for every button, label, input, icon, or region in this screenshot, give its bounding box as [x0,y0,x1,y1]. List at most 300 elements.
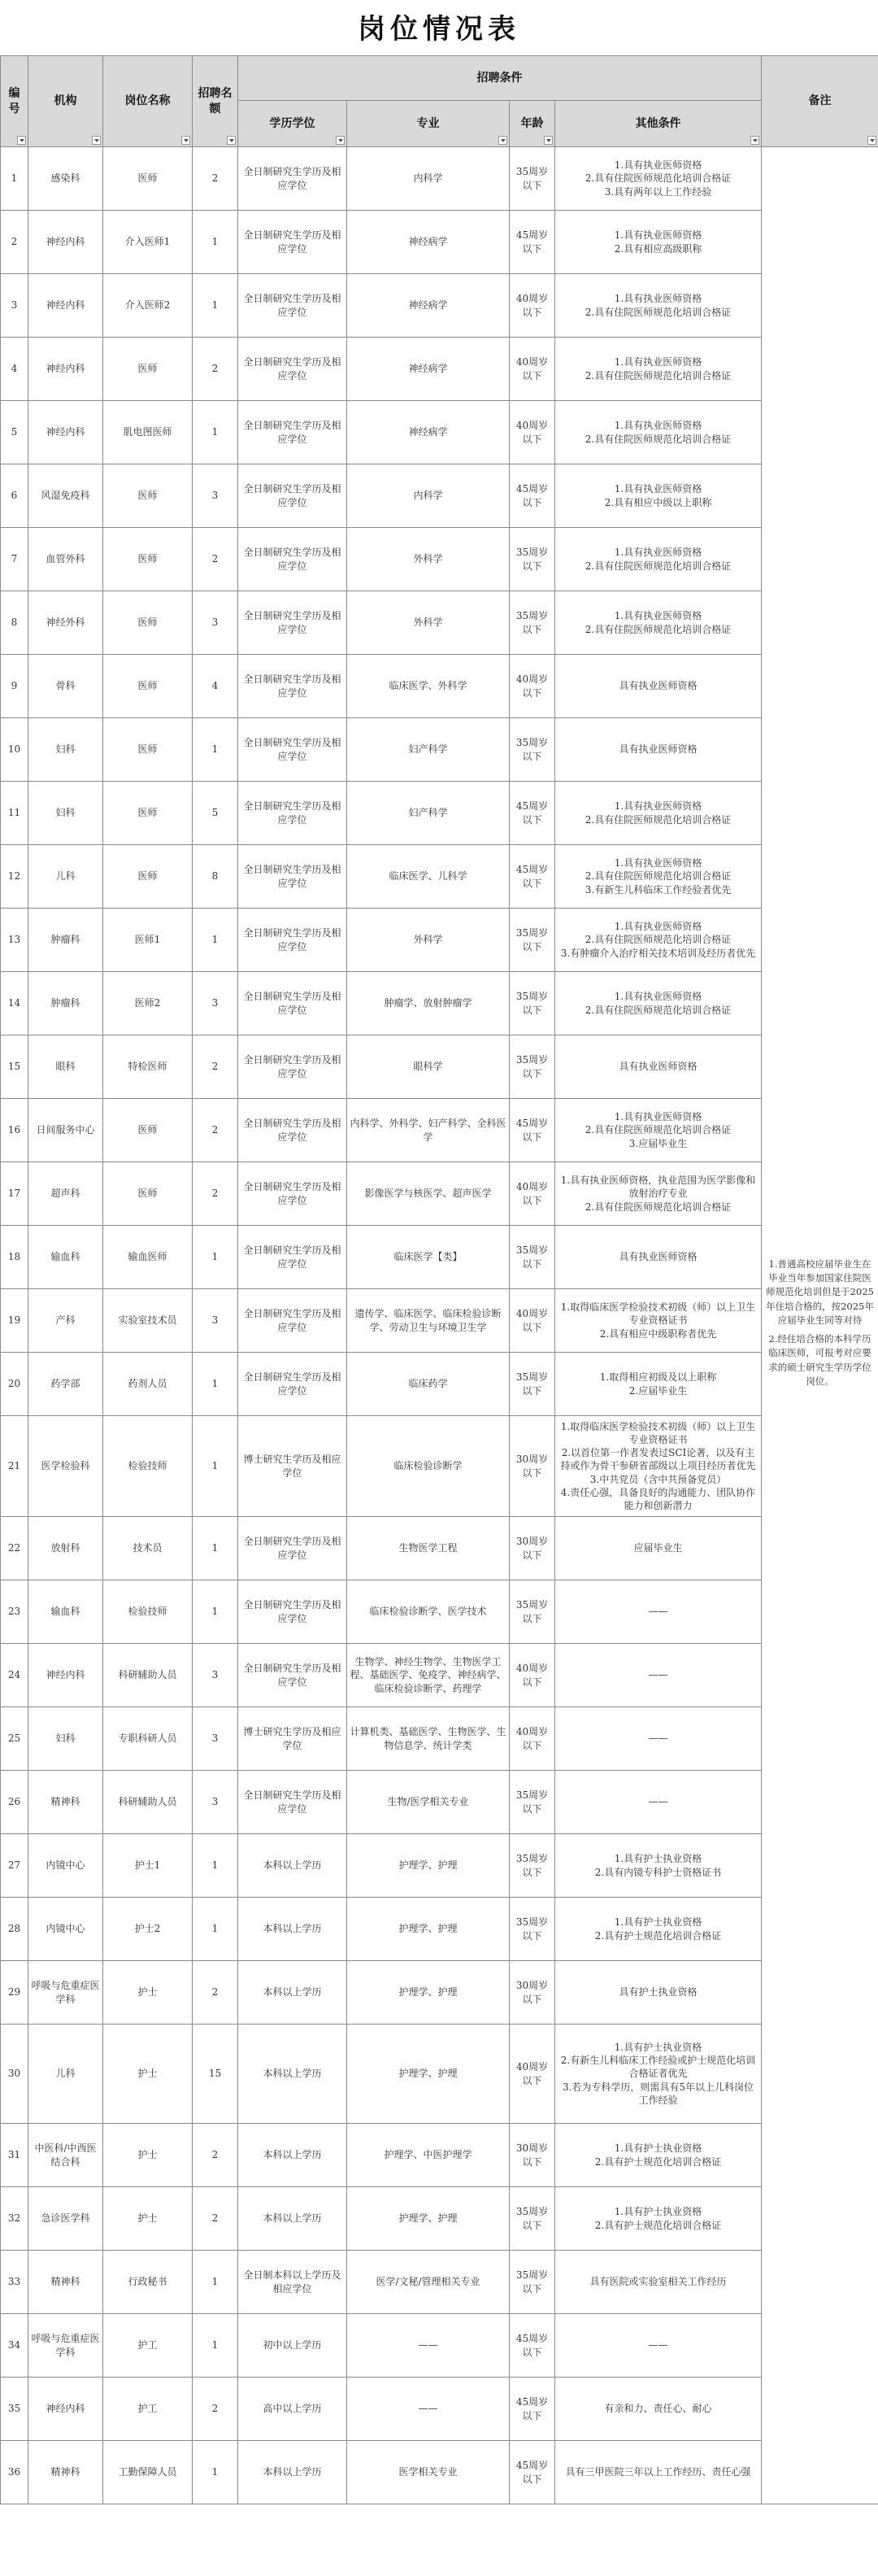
cell-edu: 全日制研究生学历及相应学位 [238,1099,347,1162]
condition-line: 1.取得临床医学检验技术初级（师）以上卫生专业资格证书 [560,1301,756,1327]
cell-no: 18 [1,1226,28,1289]
cell-other [555,2441,762,2504]
cell-post: 护士 [103,2025,193,2124]
cell-no: 23 [1,1580,28,1644]
cell-other [555,2124,762,2187]
cell-edu: 全日制研究生学历及相应学位 [238,1580,347,1644]
cell-major: 护理学、中医护理学 [347,2124,510,2187]
table-row [1,147,878,211]
condition-line: 1.具有护士执业资格 [614,1853,702,1865]
cell-count: 1 [193,1834,238,1898]
condition-line: 2.具有住院医师规范化培训合格证 [585,870,732,883]
cell-age: 45周岁以下 [510,1099,555,1162]
cell-count: 3 [193,1707,238,1771]
cell-other [555,1416,762,1517]
cell-dept: 神经内科 [28,274,103,338]
filter-dropdown-icon[interactable] [92,136,101,145]
cell-count: 1 [193,718,238,782]
cell-no: 1 [1,147,28,211]
cell-count: 3 [193,1644,238,1707]
cell-age: 30周岁以下 [510,1517,555,1580]
filter-dropdown-icon[interactable] [498,136,507,145]
cell-other [555,274,762,338]
filter-dropdown-icon[interactable] [867,136,876,145]
cell-other [555,2251,762,2314]
cell-other [555,1771,762,1834]
cell-edu: 博士研究生学历及相应学位 [238,1707,347,1771]
cell-count: 1 [193,2441,238,2504]
cell-age: 30周岁以下 [510,1416,555,1517]
cell-count: 1 [193,2314,238,2378]
cell-major: 临床检验诊断学、医学技术 [347,1580,510,1644]
cell-dept: 风湿免疫科 [28,464,103,528]
condition-line: 3.有新生儿科临床工作经验者优先 [585,883,732,896]
cell-other [555,528,762,591]
cell-count: 2 [193,2187,238,2251]
cell-age: 40周岁以下 [510,655,555,718]
cell-age: 45周岁以下 [510,211,555,274]
table-body [1,147,878,2504]
condition-line: 具有执业医师资格 [619,1251,698,1263]
cell-count: 3 [193,1289,238,1353]
cell-dept: 医学检验科 [28,1416,103,1517]
condition-line: 具有执业医师资格 [619,680,698,692]
cell-count: 8 [193,845,238,909]
cell-age: 40周岁以下 [510,1289,555,1353]
cell-post: 护士 [103,1961,193,2025]
cell-edu: 全日制研究生学历及相应学位 [238,147,347,211]
cell-other [555,591,762,655]
cell-no: 22 [1,1517,28,1580]
cell-post: 护工 [103,2314,193,2378]
header-count: 招聘名额 [193,56,238,147]
cell-no: 21 [1,1416,28,1517]
condition-line: 具有医院或实验室相关工作经历 [589,2276,727,2288]
condition-line: 2.具有住院医师规范化培训合格证 [585,813,732,826]
cell-age: 30周岁以下 [510,2124,555,2187]
condition-line: 2.具有住院医师规范化培训合格证 [585,172,732,185]
cell-post: 科研辅助人员 [103,1771,193,1834]
cell-other [555,655,762,718]
cell-dept: 内镜中心 [28,1834,103,1898]
cell-post: 医师 [103,718,193,782]
cell-no: 25 [1,1707,28,1771]
cell-age: 40周岁以下 [510,401,555,464]
cell-post: 护工 [103,2378,193,2441]
condition-line: 2.应届毕业生 [628,1384,688,1397]
cell-edu: 全日制研究生学历及相应学位 [238,718,347,782]
cell-dept: 输血科 [28,1226,103,1289]
cell-other [555,845,762,909]
cell-age: 35周岁以下 [510,1226,555,1289]
condition-line: 具有护士执业资格 [619,1986,698,1998]
cell-major: 眼科学 [347,1035,510,1099]
cell-no: 13 [1,909,28,972]
cell-no: 31 [1,2124,28,2187]
cell-major: 临床医学、外科学 [347,655,510,718]
condition-line: 具有三甲医院三年以上工作经历、责任心强 [565,2466,751,2478]
condition-line: 3.有肿瘤介入治疗相关技术培训及经历者优先 [560,947,756,959]
cell-other [555,1644,762,1707]
condition-line: 2.具有相应中级以上职称 [604,496,712,508]
cell-edu: 本科以上学历 [238,2025,347,2124]
cell-post: 医师 [103,147,193,211]
cell-edu: 全日制研究生学历及相应学位 [238,1162,347,1226]
cell-other [555,972,762,1035]
table-row [1,972,878,1035]
table-row [1,1517,878,1580]
cell-no: 28 [1,1898,28,1961]
condition-line: 1.具有护士执业资格 [614,2206,702,2218]
table-row [1,1834,878,1898]
cell-no: 15 [1,1035,28,1099]
cell-dept: 神经内科 [28,2378,103,2441]
cell-count: 1 [193,909,238,972]
table-row [1,909,878,972]
header-dept: 机构 [28,56,103,147]
filter-dropdown-icon[interactable] [181,136,190,145]
cell-major: 护理学、护理 [347,1834,510,1898]
cell-post: 护士2 [103,1898,193,1961]
cell-post: 检验技师 [103,1580,193,1644]
table-row [1,1898,878,1961]
table-row [1,211,878,274]
cell-count: 2 [193,1035,238,1099]
cell-post: 检验技师 [103,1416,193,1517]
cell-no: 4 [1,338,28,401]
table-row [1,1099,878,1162]
cell-dept: 中医科/中西医结合科 [28,2124,103,2187]
condition-line: 1.具有执业医师资格，执业范围为医学影像和放射治疗专业 [560,1175,756,1200]
condition-line: 1.取得相应初级及以上职称 [599,1371,717,1384]
table-row [1,528,878,591]
cell-dept: 儿科 [28,845,103,909]
cell-no: 20 [1,1353,28,1416]
header-major: 专业 [347,101,510,147]
cell-dept: 产科 [28,1289,103,1353]
cell-other [555,464,762,528]
condition-line: 4.责任心强，具备良好的沟通能力、团队协作能力和创新潜力 [560,1486,756,1511]
cell-other [555,1580,762,1644]
cell-dept: 神经内科 [28,211,103,274]
cell-post: 医师 [103,782,193,845]
cell-post: 医师1 [103,909,193,972]
cell-count: 2 [193,147,238,211]
cell-other [555,1898,762,1961]
condition-line: 1.具有护士执业资格 [614,2042,702,2054]
cell-age: 35周岁以下 [510,1580,555,1644]
cell-no: 5 [1,401,28,464]
condition-line: 1.具有护士执业资格 [614,2142,702,2155]
cell-dept: 精神科 [28,2251,103,2314]
condition-line: 2.具有护士规范化培训合格证 [594,2155,722,2168]
cell-edu: 全日制研究生学历及相应学位 [238,528,347,591]
cell-post: 医师 [103,528,193,591]
filter-dropdown-icon[interactable] [227,136,236,145]
cell-age: 35周岁以下 [510,2251,555,2314]
cell-no: 3 [1,274,28,338]
cell-dept: 妇科 [28,718,103,782]
cell-post: 工勤保障人员 [103,2441,193,2504]
condition-line: 1.具有执业医师资格 [614,159,702,172]
cell-no: 29 [1,1961,28,2025]
cell-dept: 精神科 [28,2441,103,2504]
cell-major: 内科学 [347,464,510,528]
cell-edu: 全日制研究生学历及相应学位 [238,845,347,909]
cell-dept: 神经内科 [28,338,103,401]
cell-post: 医师 [103,464,193,528]
cell-post: 医师 [103,1162,193,1226]
cell-major: 影像医学与核医学、超声医学 [347,1162,510,1226]
cell-count: 2 [193,2124,238,2187]
condition-line: 2.具有住院医师规范化培训合格证 [585,934,732,946]
cell-other [555,1289,762,1353]
condition-line: 2.有新生儿科临床工作经验或护士规范化培训合格证者优先 [560,2055,756,2080]
cell-no: 12 [1,845,28,909]
condition-line: —— [648,1733,668,1745]
cell-major: 生物医学工程 [347,1517,510,1580]
cell-major: 神经病学 [347,401,510,464]
cell-count: 1 [193,1898,238,1961]
condition-line: 2.具有相应高级职称 [614,242,702,255]
cell-other [555,1035,762,1099]
cell-count: 2 [193,338,238,401]
condition-line: 1.具有执业医师资格 [614,991,702,1003]
cell-age: 35周岁以下 [510,1898,555,1961]
cell-no: 6 [1,464,28,528]
filter-dropdown-icon[interactable] [750,136,759,145]
cell-edu: 本科以上学历 [238,2187,347,2251]
condition-line: 1.具有执业医师资格 [614,293,702,305]
table-row [1,1162,878,1226]
cell-age: 45周岁以下 [510,845,555,909]
cell-no: 33 [1,2251,28,2314]
cell-count: 3 [193,972,238,1035]
positions-table [0,55,878,2504]
cell-no: 16 [1,1099,28,1162]
condition-line: 1.具有执业医师资格 [614,547,702,559]
cell-other [555,718,762,782]
cell-major: 内科学、外科学、妇产科学、全科医学 [347,1099,510,1162]
cell-post: 特检医师 [103,1035,193,1099]
cell-edu: 全日制研究生学历及相应学位 [238,909,347,972]
cell-post: 护士1 [103,1834,193,1898]
cell-edu: 全日制研究生学历及相应学位 [238,1289,347,1353]
cell-remark [762,147,878,2504]
table-row [1,1580,878,1644]
table-row [1,1289,878,1353]
cell-no: 10 [1,718,28,782]
condition-line: 1.具有执业医师资格 [614,483,702,495]
condition-line: 2.具有相应中级职称者优先 [599,1327,717,1340]
cell-age: 40周岁以下 [510,274,555,338]
cell-age: 35周岁以下 [510,1353,555,1416]
cell-major: 生物/医学相关专业 [347,1771,510,1834]
table-row [1,2378,878,2441]
cell-major: 神经病学 [347,211,510,274]
cell-age: 35周岁以下 [510,1771,555,1834]
filter-dropdown-icon[interactable] [544,136,553,145]
condition-line: 2.具有内镜专科护士资格证书 [594,1866,722,1878]
cell-no: 9 [1,655,28,718]
cell-post: 医师 [103,591,193,655]
cell-edu: 全日制研究生学历及相应学位 [238,1353,347,1416]
cell-dept: 神经外科 [28,591,103,655]
table-row [1,845,878,909]
cell-no: 11 [1,782,28,845]
condition-line: 有亲和力、责任心、耐心 [604,2403,712,2415]
cell-dept: 精神科 [28,1771,103,1834]
condition-line: —— [648,1606,668,1618]
cell-edu: 全日制研究生学历及相应学位 [238,655,347,718]
cell-major: 神经病学 [347,274,510,338]
table-row [1,464,878,528]
cell-age: 35周岁以下 [510,147,555,211]
table-row [1,1226,878,1289]
cell-dept: 日间服务中心 [28,1099,103,1162]
cell-major: 肿瘤学、放射肿瘤学 [347,972,510,1035]
cell-major: 生物学、神经生物学、生物医学工程、基础医学、免疫学、神经病学、临床检验诊断学、药理学 [347,1644,510,1707]
condition-line: 2.具有护士规范化培训合格证 [594,1929,722,1942]
cell-no: 36 [1,2441,28,2504]
cell-edu: 初中以上学历 [238,2314,347,2378]
condition-line: 应届毕业生 [633,1542,683,1554]
table-row [1,2187,878,2251]
cell-no: 26 [1,1771,28,1834]
header-remark: 备注 [762,56,878,147]
table-row [1,782,878,845]
cell-major: 临床医学、儿科学 [347,845,510,909]
cell-major: 内科学 [347,147,510,211]
condition-line: 3.应届毕业生 [628,1137,688,1149]
cell-post: 医师 [103,1099,193,1162]
cell-count: 2 [193,2378,238,2441]
cell-age: 40周岁以下 [510,1644,555,1707]
remark-line: 2.经住培合格的本科学历临床医师，可报考对应要求的硕士研究生学历学位岗位。 [768,1333,871,1387]
header-post: 岗位名称 [103,56,193,147]
cell-post: 科研辅助人员 [103,1644,193,1707]
cell-no: 30 [1,2025,28,2124]
cell-no: 32 [1,2187,28,2251]
cell-dept: 肿瘤科 [28,909,103,972]
table-row [1,1353,878,1416]
cell-age: 35周岁以下 [510,909,555,972]
cell-age: 45周岁以下 [510,2441,555,2504]
cell-dept: 眼科 [28,1035,103,1099]
cell-count: 1 [193,1353,238,1416]
cell-post: 医师 [103,338,193,401]
condition-line: 1.具有执业医师资格 [614,610,702,622]
cell-no: 7 [1,528,28,591]
cell-major: 护理学、护理 [347,1961,510,2025]
cell-major: 外科学 [347,591,510,655]
cell-post: 专职科研人员 [103,1707,193,1771]
cell-dept: 急诊医学科 [28,2187,103,2251]
cell-age: 40周岁以下 [510,1707,555,1771]
cell-age: 35周岁以下 [510,1834,555,1898]
cell-edu: 全日制研究生学历及相应学位 [238,591,347,655]
cell-age: 45周岁以下 [510,782,555,845]
cell-major: 护理学、护理 [347,1898,510,1961]
cell-major: 护理学、护理 [347,2025,510,2124]
cell-post: 介入医师1 [103,211,193,274]
cell-edu: 本科以上学历 [238,1834,347,1898]
cell-major: —— [347,2378,510,2441]
cell-dept: 骨科 [28,655,103,718]
condition-line: 2.具有住院医师规范化培训合格证 [585,560,732,572]
cell-edu: 本科以上学历 [238,2124,347,2187]
cell-edu: 全日制研究生学历及相应学位 [238,274,347,338]
cell-other [555,211,762,274]
condition-line: 1.具有执业医师资格 [614,857,702,870]
cell-count: 1 [193,1226,238,1289]
cell-count: 3 [193,1771,238,1834]
cell-other [555,2187,762,2251]
cell-edu: 全日制研究生学历及相应学位 [238,1517,347,1580]
cell-count: 2 [193,1961,238,2025]
cell-age: 40周岁以下 [510,2025,555,2124]
cell-post: 医师 [103,845,193,909]
cell-dept: 肿瘤科 [28,972,103,1035]
cell-dept: 呼吸与危重症医学科 [28,2314,103,2378]
cell-age: 30周岁以下 [510,1961,555,2025]
condition-line: —— [648,1796,668,1808]
cell-count: 2 [193,1162,238,1226]
cell-edu: 全日制研究生学历及相应学位 [238,338,347,401]
cell-count: 1 [193,274,238,338]
cell-dept: 血管外科 [28,528,103,591]
cell-other [555,1834,762,1898]
cell-dept: 内镜中心 [28,1898,103,1961]
cell-edu: 全日制研究生学历及相应学位 [238,972,347,1035]
condition-line: —— [648,1669,668,1681]
cell-post: 医师2 [103,972,193,1035]
cell-post: 医师 [103,655,193,718]
condition-line: 2.具有住院医师规范化培训合格证 [585,1004,732,1016]
cell-edu: 全日制研究生学历及相应学位 [238,1771,347,1834]
cell-no: 35 [1,2378,28,2441]
cell-edu: 全日制研究生学历及相应学位 [238,1035,347,1099]
cell-dept: 放射科 [28,1517,103,1580]
condition-line: 2.具有住院医师规范化培训合格证 [585,433,732,445]
cell-count: 1 [193,1416,238,1517]
condition-line: 2.具有护士规范化培训合格证 [594,2219,722,2231]
cell-other [555,2314,762,2378]
cell-major: 神经病学 [347,338,510,401]
cell-post: 护士 [103,2187,193,2251]
cell-count: 1 [193,211,238,274]
cell-major: 医学相关专业 [347,2441,510,2504]
cell-age: 40周岁以下 [510,1162,555,1226]
cell-count: 1 [193,1580,238,1644]
cell-edu: 全日制研究生学历及相应学位 [238,464,347,528]
cell-no: 19 [1,1289,28,1353]
cell-edu: 本科以上学历 [238,1961,347,2025]
table-row [1,2025,878,2124]
cell-no: 24 [1,1644,28,1707]
filter-dropdown-icon[interactable] [336,136,345,145]
cell-other [555,401,762,464]
cell-age: 45周岁以下 [510,2314,555,2378]
filter-dropdown-icon[interactable] [17,136,26,145]
cell-edu: 高中以上学历 [238,2378,347,2441]
cell-major: 妇产科学 [347,782,510,845]
cell-count: 2 [193,1099,238,1162]
cell-no: 2 [1,211,28,274]
cell-other [555,1162,762,1226]
cell-dept: 感染科 [28,147,103,211]
cell-age: 35周岁以下 [510,528,555,591]
